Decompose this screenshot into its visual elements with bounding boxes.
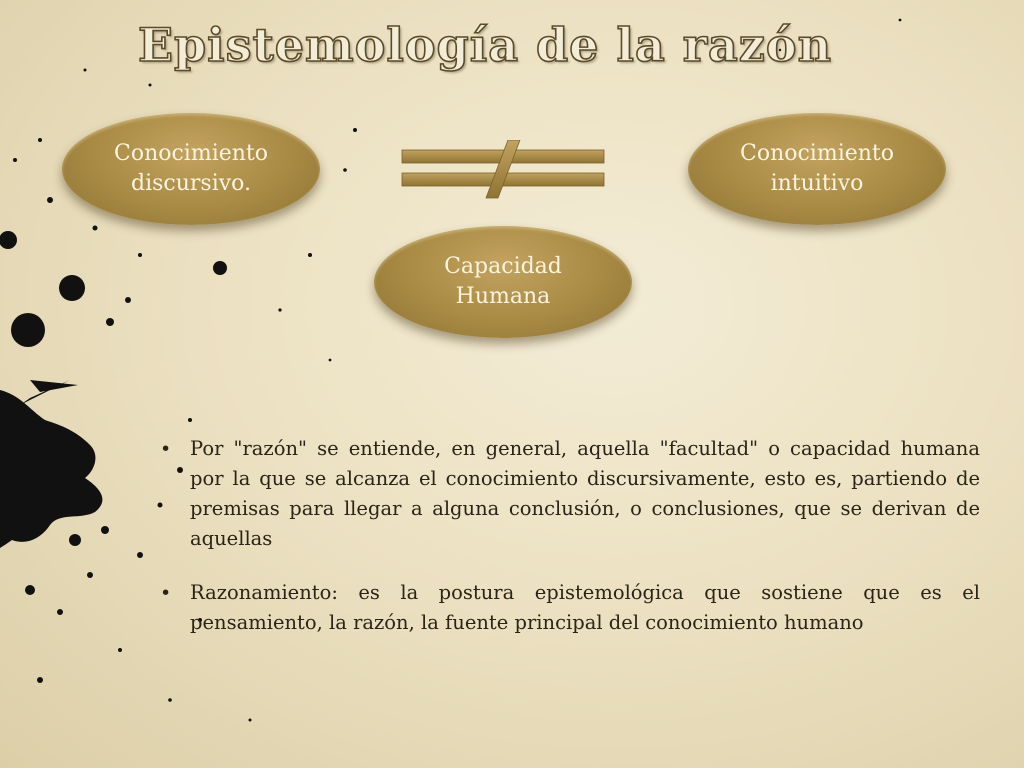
bullet-glyph: • [160, 438, 172, 460]
node-capacidad-humana [374, 226, 632, 338]
node-label-line1: Capacidad [444, 254, 562, 279]
bullet-glyph: • [160, 582, 172, 604]
node-label-line2: intuitivo [770, 171, 864, 196]
bullet-list [160, 434, 980, 662]
node-label-line2: discursivo. [130, 171, 252, 196]
slide-title: Epistemología de la razón [137, 18, 833, 72]
bullet-text: Por "razón" se entiende, en general, aquella "facultad" o capacidad humana por la que se alcanza el conocimiento discursivamente, esto es, partiendo de premisas para llegar a alguna conclusión, o conclusiones, que se derivan de aquellas [190, 437, 980, 550]
node-label-line1: Conocimiento [739, 141, 895, 166]
not-equal-icon [398, 140, 608, 200]
node-conocimiento-intuitivo [688, 113, 946, 225]
node-label-line1: Conocimiento [113, 141, 269, 166]
bullet-item [160, 434, 980, 554]
node-label-line2: Humana [455, 284, 551, 309]
bullet-item [160, 578, 980, 638]
bullet-text: Razonamiento: es la postura epistemológica que sostiene que es el pensamiento, la razón, la fuente principal del conocimiento humano [190, 581, 980, 634]
node-conocimiento-discursivo [62, 113, 320, 225]
